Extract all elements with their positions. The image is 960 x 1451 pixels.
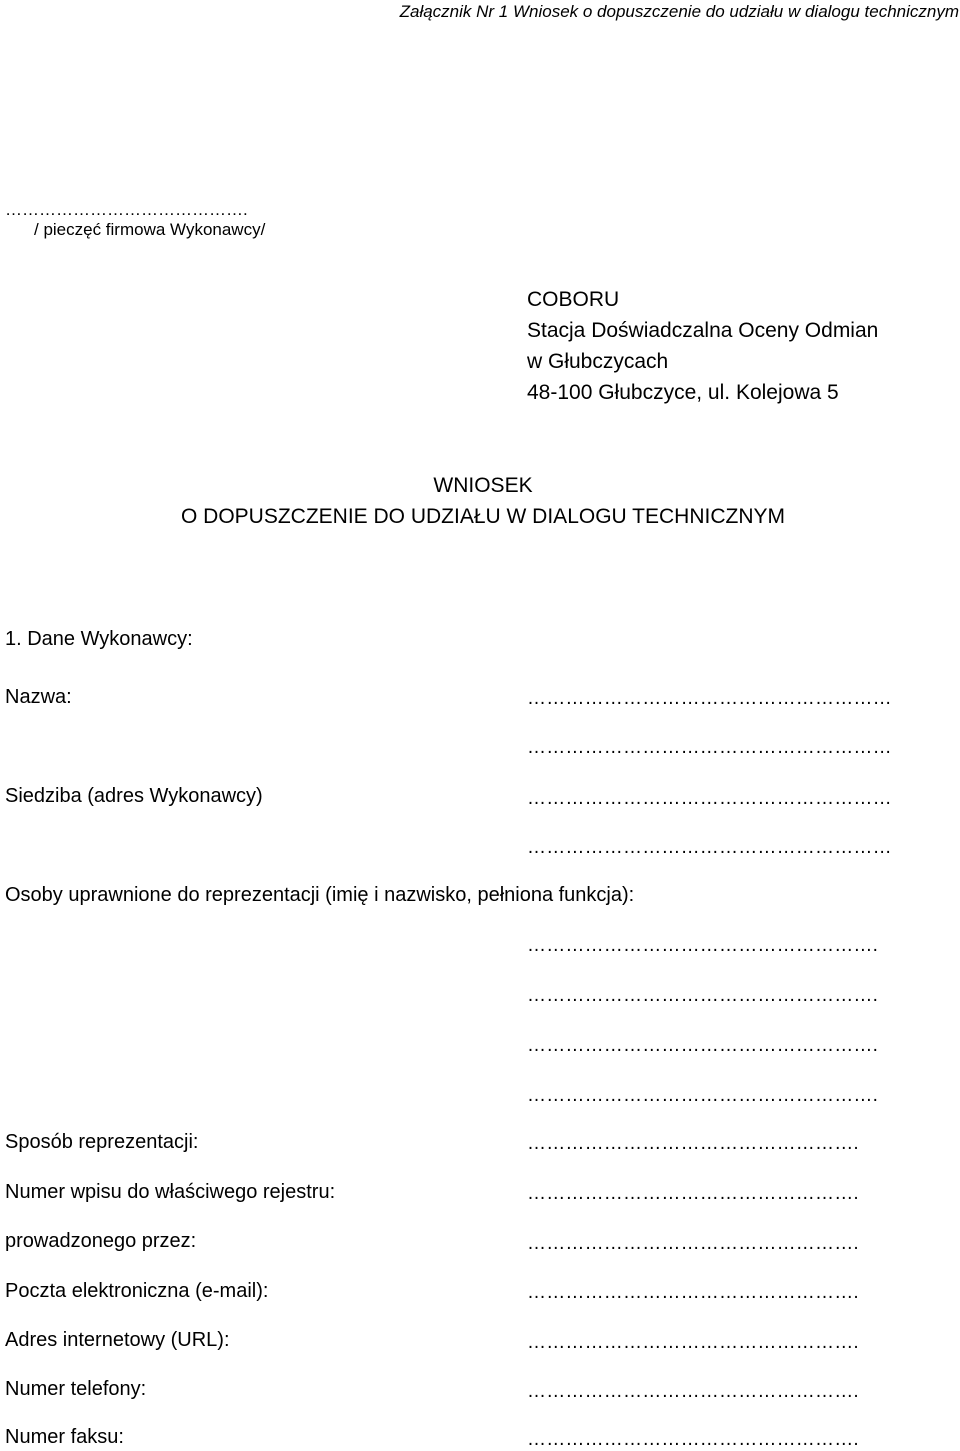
email-label: Poczta elektroniczna (e-mail): bbox=[5, 1280, 269, 1302]
stamp-dots: ……………………………………. bbox=[5, 200, 248, 219]
email-field[interactable]: ……………………………………………. bbox=[527, 1282, 859, 1303]
representatives-field-line-1[interactable]: ………………………………………………. bbox=[527, 935, 879, 956]
recipient-name: COBORU bbox=[527, 288, 620, 311]
section-heading: 1. Dane Wykonawcy: bbox=[5, 628, 193, 650]
recipient-address: 48-100 Głubczyce, ul. Kolejowa 5 bbox=[527, 381, 839, 404]
register-keeper-field[interactable]: ……………………………………………. bbox=[527, 1233, 859, 1254]
name-field-line-1[interactable]: ………………………………………………… bbox=[527, 688, 892, 709]
representatives-field-line-3[interactable]: ………………………………………………. bbox=[527, 1035, 879, 1056]
name-label: Nazwa: bbox=[5, 686, 72, 708]
url-label: Adres internetowy (URL): bbox=[5, 1329, 230, 1351]
representation-method-field[interactable]: ……………………………………………. bbox=[527, 1133, 859, 1154]
name-field-line-2[interactable]: ………………………………………………… bbox=[527, 737, 892, 758]
representatives-field-line-2[interactable]: ………………………………………………. bbox=[527, 985, 879, 1006]
stamp-label: / pieczęć firmowa Wykonawcy/ bbox=[34, 220, 266, 239]
document-subtitle: O DOPUSZCZENIE DO UDZIAŁU W DIALOGU TECHNICZNYM bbox=[181, 505, 785, 528]
register-keeper-label: prowadzonego przez: bbox=[5, 1230, 197, 1252]
document-title: WNIOSEK bbox=[433, 474, 533, 497]
seat-field-line-2[interactable]: ………………………………………………… bbox=[527, 837, 892, 858]
phone-field[interactable]: ……………………………………………. bbox=[527, 1381, 859, 1402]
representatives-label: Osoby uprawnione do reprezentacji (imię i nazwisko, pełniona funkcja): bbox=[5, 884, 635, 906]
register-number-field[interactable]: ……………………………………………. bbox=[527, 1183, 859, 1204]
seat-field-line-1[interactable]: ………………………………………………… bbox=[527, 788, 892, 809]
phone-label: Numer telefony: bbox=[5, 1378, 147, 1400]
fax-field[interactable]: ……………………………………………. bbox=[527, 1429, 859, 1450]
url-field[interactable]: ……………………………………………. bbox=[527, 1332, 859, 1353]
representation-method-label: Sposób reprezentacji: bbox=[5, 1131, 199, 1153]
attachment-note: Załącznik Nr 1 Wniosek o dopuszczenie do udziału w dialogu technicznym bbox=[399, 2, 959, 21]
register-number-label: Numer wpisu do właściwego rejestru: bbox=[5, 1181, 336, 1203]
recipient-city: w Głubczycach bbox=[527, 350, 669, 373]
representatives-field-line-4[interactable]: ………………………………………………. bbox=[527, 1085, 879, 1106]
seat-label: Siedziba (adres Wykonawcy) bbox=[5, 785, 263, 807]
fax-label: Numer faksu: bbox=[5, 1426, 124, 1448]
recipient-station: Stacja Doświadczalna Oceny Odmian bbox=[527, 319, 879, 342]
